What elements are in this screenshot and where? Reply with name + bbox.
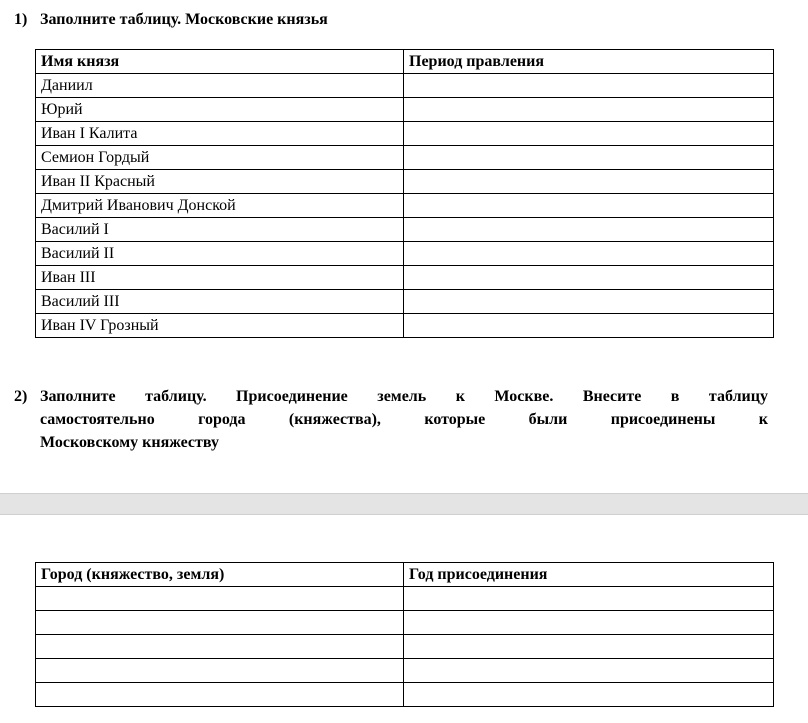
year-cell[interactable] xyxy=(404,587,774,611)
reign-period-cell[interactable] xyxy=(404,314,774,338)
city-cell[interactable] xyxy=(36,683,404,707)
city-cell[interactable] xyxy=(36,659,404,683)
task-2-title xyxy=(40,385,768,454)
year-cell[interactable] xyxy=(404,659,774,683)
prince-name-cell: Иван IV Грозный xyxy=(36,314,404,338)
column-header-year: Год присоединения xyxy=(404,563,774,587)
task-2-number: 2) xyxy=(14,388,28,405)
reign-period-cell[interactable] xyxy=(404,170,774,194)
reign-period-cell[interactable] xyxy=(404,242,774,266)
table-header-row xyxy=(36,50,774,74)
reign-period-cell[interactable] xyxy=(404,98,774,122)
task-2-title-line: Московскому княжеству xyxy=(40,434,219,451)
table-row xyxy=(36,314,774,338)
task-1-number: 1) xyxy=(14,11,28,28)
table-row xyxy=(36,587,774,611)
column-header-prince-name: Имя князя xyxy=(36,50,404,74)
table-row xyxy=(36,683,774,707)
cities-table-head xyxy=(36,563,774,587)
year-cell[interactable] xyxy=(404,635,774,659)
table-row xyxy=(36,98,774,122)
reign-period-cell[interactable] xyxy=(404,74,774,98)
task-2-heading xyxy=(14,385,768,454)
table-row xyxy=(36,74,774,98)
prince-name-cell: Иван I Калита xyxy=(36,122,404,146)
reign-period-cell[interactable] xyxy=(404,122,774,146)
table-row xyxy=(36,266,774,290)
reign-period-cell[interactable] xyxy=(404,290,774,314)
table-row xyxy=(36,290,774,314)
table-row xyxy=(36,635,774,659)
princes-table-head xyxy=(36,50,774,74)
table-row xyxy=(36,170,774,194)
city-cell[interactable] xyxy=(36,587,404,611)
princes-table-body xyxy=(36,74,774,338)
prince-name-cell: Юрий xyxy=(36,98,404,122)
column-header-reign-period: Период правления xyxy=(404,50,774,74)
prince-name-cell: Даниил xyxy=(36,74,404,98)
table-header-row xyxy=(36,563,774,587)
prince-name-cell: Василий III xyxy=(36,290,404,314)
prince-name-cell: Василий I xyxy=(36,218,404,242)
city-cell[interactable] xyxy=(36,611,404,635)
reign-period-cell[interactable] xyxy=(404,266,774,290)
year-cell[interactable] xyxy=(404,611,774,635)
prince-name-cell: Дмитрий Иванович Донской xyxy=(36,194,404,218)
table-row xyxy=(36,218,774,242)
table-row xyxy=(36,146,774,170)
prince-name-cell: Василий II xyxy=(36,242,404,266)
cities-table xyxy=(35,562,774,707)
city-cell[interactable] xyxy=(36,635,404,659)
task-1-title: Заполните таблицу. Московские князья xyxy=(40,11,328,28)
column-header-city: Город (княжество, земля) xyxy=(36,563,404,587)
reign-period-cell[interactable] xyxy=(404,146,774,170)
princes-table xyxy=(35,49,774,338)
cities-table-body xyxy=(36,587,774,707)
task-2-title-line: Заполните таблицу. Присоединение земель к Москве. Внесите в таблицу xyxy=(40,388,768,405)
table-row xyxy=(36,194,774,218)
year-cell[interactable] xyxy=(404,683,774,707)
page-break-separator xyxy=(0,493,808,515)
reign-period-cell[interactable] xyxy=(404,194,774,218)
task-2-title-line: самостоятельно города (княжества), которые были присоединены к xyxy=(40,411,768,428)
prince-name-cell: Иван III xyxy=(36,266,404,290)
prince-name-cell: Иван II Красный xyxy=(36,170,404,194)
table-row xyxy=(36,659,774,683)
table-row xyxy=(36,122,774,146)
table-row xyxy=(36,611,774,635)
reign-period-cell[interactable] xyxy=(404,218,774,242)
task-1-heading xyxy=(14,0,768,31)
table-row xyxy=(36,242,774,266)
prince-name-cell: Семион Гордый xyxy=(36,146,404,170)
